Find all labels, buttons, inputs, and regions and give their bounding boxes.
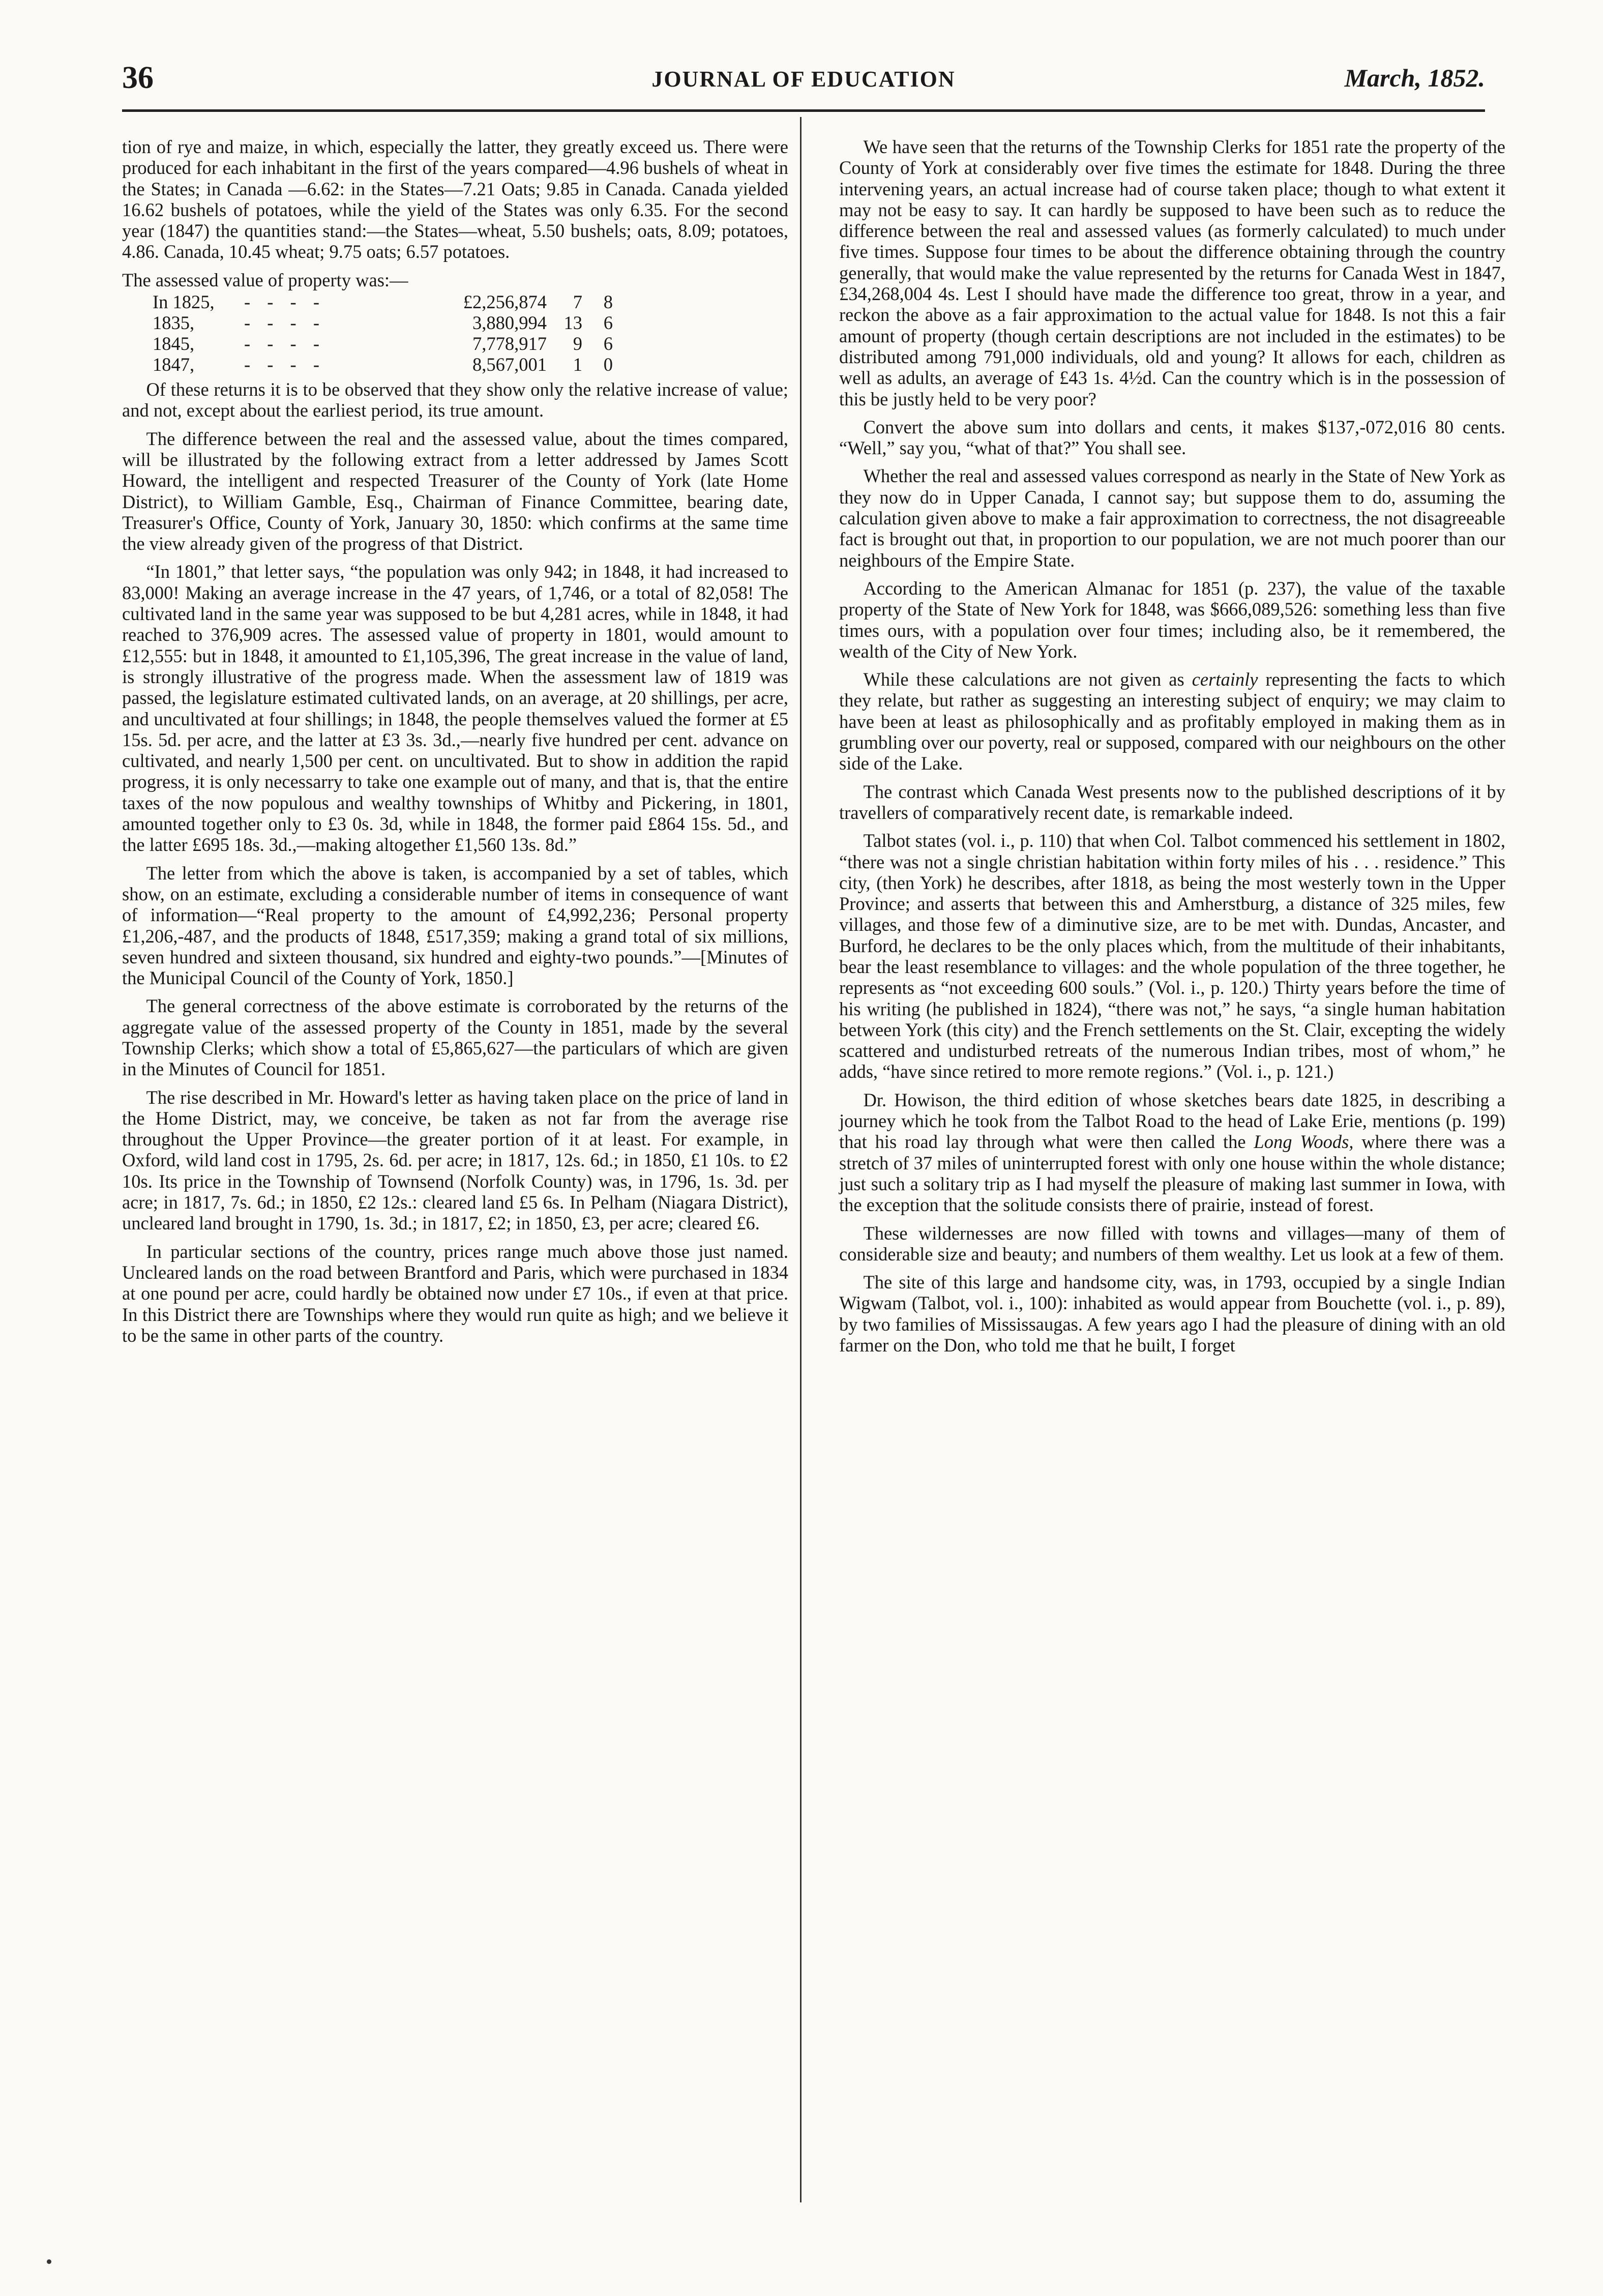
pence-cell: 6 xyxy=(603,333,613,355)
year-cell: 1845, xyxy=(153,333,195,355)
left-column xyxy=(122,136,788,1353)
text-run: While these calculations are not given as xyxy=(863,669,1192,690)
assessed-value-intro: The assessed value of property was:— xyxy=(122,269,408,290)
text-run: Dr. Howison, the third edition of whose sketches bears date 1825, in describing a journey which he took from the Talbot Road to the head of Lake Erie, mentions (p. 199) that his road lay through what were then called the xyxy=(839,1089,1505,1153)
page-number: 36 xyxy=(122,61,154,95)
leader-dashes: - - - - xyxy=(244,333,325,355)
paragraph xyxy=(839,1090,1505,1216)
pounds-cell: 7,778,917 xyxy=(472,333,547,355)
emphasis: Long Woods, xyxy=(1254,1131,1354,1153)
year-cell: In 1825, xyxy=(153,291,215,313)
column-divider xyxy=(800,117,802,2202)
paragraph: The letter from which the above is taken, is accompanied by a set of tables, which show, on an estimate, excluding a considerable number of items in consequence of want of information—“Real property to the amount of £4,992,236; Personal property £1,206,-487, and the products of 1848, £517,359; making a grand total of six millions, seven hundred and sixteen thousand, six hundred and eighty-two pounds.”—[Minutes of the Municipal Council of the County of York, 1850.] xyxy=(122,862,788,989)
shillings-cell: 7 xyxy=(573,291,582,313)
paragraph xyxy=(839,669,1505,774)
assessed-value-table xyxy=(122,291,613,375)
paragraph: The difference between the real and the assessed value, about the times compared, will be illustrated by the following extract from a letter addressed by James Scott Howard, the intelligent and respected Treasurer of the County of York (late Home District), to William Gamble, Esq., Chairman of Finance Committee, bearing date, Treasurer's Office, County of York, January 30, 1850: which confirms at the same time the view already given of the progress of that District. xyxy=(122,428,788,554)
pence-cell: 0 xyxy=(603,354,613,375)
paragraph: According to the American Almanac for 1851 (p. 237), the value of the taxable property of the State of New York for 1848, was $666,089,526: something less than five times ours, with a population over four times; including also, be it remembered, the wealth of the City of New York. xyxy=(839,577,1505,662)
issue-date: March, 1852. xyxy=(1344,64,1485,92)
table-row xyxy=(122,333,613,354)
right-column xyxy=(839,136,1505,1363)
paragraph: Convert the above sum into dollars and cents, it makes $137,-072,016 80 cents. “Well,” say you, “what of that?” You shall see. xyxy=(839,416,1505,459)
leader-dashes: - - - - xyxy=(244,312,325,334)
paragraph: The contrast which Canada West presents now to the published descriptions of it by travellers of comparatively recent date, is remarkable indeed. xyxy=(839,781,1505,823)
shillings-cell: 9 xyxy=(573,333,582,355)
year-cell: 1835, xyxy=(153,312,195,334)
paragraph: We have seen that the returns of the Township Clerks for 1851 rate the property of the County of York at considerably over five times the estimate for 1848. During the three intervening years, an actual increase had of course taken place; though to what extent it may not be easy to say. It can hardly be supposed to have been such as to reduce the difference between the real and assessed values (as formerly calculated) to much under five times. Suppose four times to be about the difference obtaining through the country generally, that would make the value represented by the returns for Canada West in 1847, £34,268,004 4s. Lest I should have made the difference too great, throw in a year, and reckon the above as a fair approximation to the actual value for 1848. Is not this a fair amount of property (though certain descriptions are not included in the estimates) to be distributed among 791,000 individuals, old and young? It allows for each, children as well as adults, an average of £43 1s. 4½d. Can the country which is in the possession of this be justly held to be very poor? xyxy=(839,136,1505,409)
table-row xyxy=(122,354,613,375)
paragraph: Whether the real and assessed values correspond as nearly in the State of New York as they now do in Upper Canada, I cannot say; but suppose them to do, assuming the calculation given above to make a fair approximation to correctness, the not disagreeable fact is brought out that, in proportion to our population, we are not much poorer than our neighbours of the Empire State. xyxy=(839,465,1505,571)
table-row xyxy=(122,312,613,333)
shillings-cell: 1 xyxy=(573,354,582,375)
margin-dot-mark xyxy=(47,2259,51,2264)
paragraph: In particular sections of the country, prices range much above those just named. Uncleared lands on the road between Brantford and Paris, which were purchased in 1834 at one pound per acre, could hardly be obtained now under £7 10s., if even at that price. In this District there are Townships where they would run quite as high; and we believe it to be the same in other parts of the country. xyxy=(122,1241,788,1346)
paragraph: The general correctness of the above estimate is corroborated by the returns of the aggregate value of the assessed property of the County in 1851, made by the several Township Clerks; which show a total of £5,865,627—the particulars of which are given in the Minutes of Council for 1851. xyxy=(122,995,788,1080)
header-rule xyxy=(122,109,1485,112)
pounds-cell: £2,256,874 xyxy=(463,291,547,313)
paragraph: Of these returns it is to be observed that they show only the relative increase of value; and not, except about the earliest period, its true amount. xyxy=(122,379,788,421)
text-run: representing the facts to which they relate, but rather as suggesting an interesting subject of enquiry; we may claim to have been at least as philosophically and as profitably employed in making them as in grumbling over our poverty, real or supposed, compared with our neighbours on the other side of the Lake. xyxy=(839,669,1505,774)
year-cell: 1847, xyxy=(153,354,195,375)
journal-title: JOURNAL OF EDUCATION xyxy=(651,67,956,92)
text-run: where there was a stretch of 37 miles of uninterrupted forest with only one house within the whole distance; just such a solitary trip as I had myself the pleasure of making last summer in Iowa, with the exception that the solitude consists there of prairie, instead of forest. xyxy=(839,1131,1506,1216)
pence-cell: 6 xyxy=(603,312,613,334)
paragraph: tion of rye and maize, in which, especially the latter, they greatly exceed us. There were produced for each inhabitant in the first of the years compared—4.96 bushels of wheat in the States; in Canada —6.62: in the States—7.21 Oats; 9.85 in Canada. Canada yielded 16.62 bushels of potatoes, while the yield of the States was only 6.35. For the second year (1847) the quantities stand:—the States—wheat, 5.50 bushels; oats, 8.09; potatoes, 4.86. Canada, 10.45 wheat; 9.75 oats; 6.57 potatoes. xyxy=(122,136,788,262)
pence-cell: 8 xyxy=(603,291,613,313)
paragraph: The rise described in Mr. Howard's letter as having taken place on the price of land in the Home District, may, we conceive, be taken as not far from the average rise throughout the Upper Province—the greater portion of it at least. For example, in Oxford, wild land cost in 1795, 2s. 6d. per acre; in 1817, 12s. 6d.; in 1850, £1 10s. to £2 10s. Its price in the Township of Townsend (Norfolk County) was, in 1796, 1s. 3d. per acre; in 1817, 7s. 6d.; in 1850, £2 12s.: cleared land £5 6s. In Pelham (Niagara District), uncleared land brought in 1790, 1s. 3d.; in 1817, £2; in 1850, £3, per acre; cleared £6. xyxy=(122,1086,788,1234)
page-header xyxy=(122,60,1485,106)
leader-dashes: - - - - xyxy=(244,291,325,313)
table-row xyxy=(122,291,613,312)
paragraph: The site of this large and handsome city, was, in 1793, occupied by a single Indian Wigwam (Talbot, vol. i., 100): inhabited as would appear from Bouchette (vol. i., p. 89), by two families of Mississaugas. A few years ago I had the pleasure of dining with an old farmer on the Don, who told me that he built, I forget xyxy=(839,1272,1505,1356)
paragraph: These wildernesses are now filled with towns and villages—many of them of considerable size and beauty; and numbers of them wealthy. Let us look at a few of them. xyxy=(839,1222,1505,1264)
pounds-cell: 3,880,994 xyxy=(472,312,547,334)
emphasis: certainly xyxy=(1192,669,1258,690)
pounds-cell: 8,567,001 xyxy=(472,354,547,375)
shillings-cell: 13 xyxy=(563,312,582,334)
leader-dashes: - - - - xyxy=(244,354,325,375)
paragraph: Talbot states (vol. i., p. 110) that when Col. Talbot commenced his settlement in 1802, “there was not a single christian habitation within forty miles of his . . . residence.” This city, (then York) he describes, after 1818, as being the most westerly town in the Upper Province; and asserts that between this and Amherstburg, a distance of 325 miles, few villages, and those few of a diminutive size, are to be met with. Dundas, Ancaster, and Burford, he declares to be the only places which, from the multitude of their inhabitants, bear the least resemblance to villages: and the whole population of the three together, he represents as “not exceeding 600 souls.” (Vol. i., p. 120.) Thirty years before the time of his writing (he published in 1824), “there was not,” he says, “a single human habitation between York (this city) and the French settlements on the St. Clair, excepting the widely scattered and undisturbed retreats of the numerous Indian tribes, most of whom,” he adds, “have since retired to more remote regions.” (Vol. i., p. 121.) xyxy=(839,830,1505,1082)
quoted-letter-paragraph: “In 1801,” that letter says, “the population was only 942; in 1848, it had increased to 83,000! Making an average increase in the 47 years, of 1,746, or a total of 82,058! The cultivated land in the same year was supposed to be but 4,281 acres, while in 1848, it had reached to 376,909 acres. The assessed value of property in 1801, would amount to £12,555: but in 1848, it amounted to £1,105,396, The great increase in the value of land, is strongly illustrative of the progress made. When the assessment law of 1819 was passed, the legislature estimated cultivated lands, on an average, at 20 shillings, per acre, and uncultivated at four shillings; in 1848, the people themselves valued the former at £5 15s. 5d. per acre, and the latter at £3 3s. 3d.,—nearly five hundred per cent. advance on cultivated, and nearly 1,500 per cent. on uncultivated. But to show in addition the rapid progress, it is only necessarry to take one example out of many, and that is, that the entire taxes of the now populous and wealthy townships of Whitby and Pickering, in 1801, amounted together only to £3 0s. 3d, while in 1848, the former paid £864 15s. 5d., and the latter £695 18s. 3d.,—making altogether £1,560 13s. 8d.” xyxy=(122,561,788,856)
